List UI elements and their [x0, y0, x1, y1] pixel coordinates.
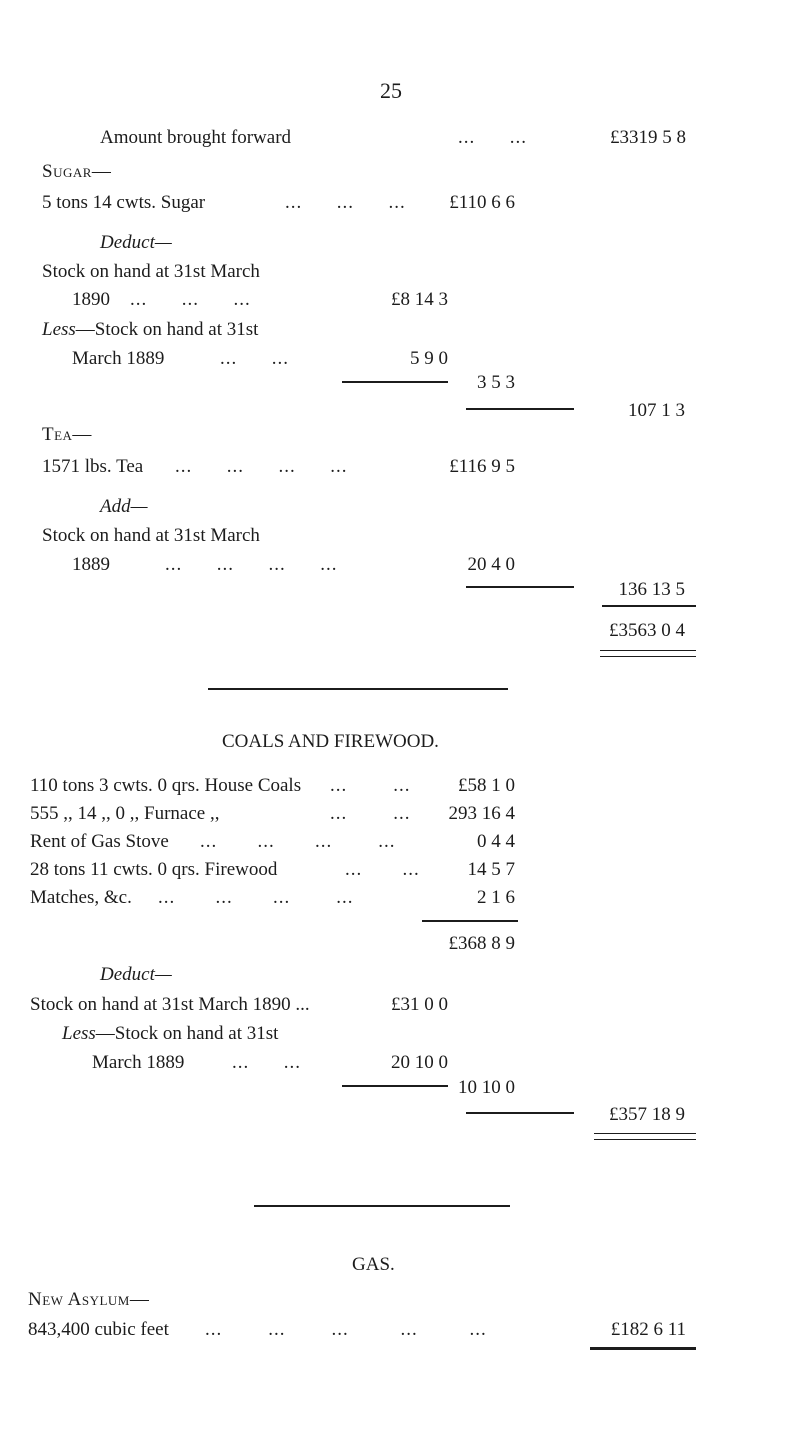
coals-row-amount: 14 5 7 [467, 859, 515, 880]
coals-row-amount: 2 1 6 [477, 887, 515, 908]
sugar-total: 107 1 3 [628, 400, 685, 421]
coals-stock1-label: Stock on hand at 31st March 1890 ... [30, 994, 310, 1015]
gas-heading: New Asylum— [28, 1289, 150, 1310]
leader-dots: ... ... [330, 775, 411, 796]
sugar-stock2-label-b: March 1889 [72, 348, 165, 369]
coals-row-label: 110 tons 3 cwts. 0 qrs. House Coals [30, 775, 302, 796]
grand-total: £3563 0 4 [609, 620, 685, 641]
coals-stock2-label-b: March 1889 [92, 1052, 185, 1073]
coals-row-amount: 293 16 4 [448, 803, 515, 824]
brought-forward-amount: £3319 5 8 [610, 127, 686, 148]
leader-dots: ... ... ... ... ... [205, 1319, 487, 1340]
sugar-diff-amount: 3 5 3 [477, 372, 515, 393]
section-divider [254, 1205, 510, 1207]
coals-row-amount: £58 1 0 [458, 775, 515, 796]
section-divider [208, 688, 508, 690]
coals-row-label: 28 tons 11 cwts. 0 qrs. Firewood [30, 859, 278, 880]
leader-dots: ... ... [330, 803, 411, 824]
total-rule [422, 920, 518, 922]
page-number: 25 [380, 78, 402, 103]
tea-stock-label-a: Stock on hand at 31st March [42, 525, 260, 546]
sugar-stock2-amount: 5 9 0 [410, 348, 448, 369]
tea-add-label: Add— [100, 496, 148, 517]
coals-subtotal: £368 8 9 [448, 933, 515, 954]
tea-total: 136 13 5 [618, 579, 685, 600]
double-rule [594, 1133, 696, 1140]
less-word: Less [42, 319, 76, 340]
leader-dots: ... ... [345, 859, 420, 880]
leader-dots: ... ... ... [130, 289, 251, 310]
subtotal-rule [342, 381, 448, 383]
tea-stock-label-b: 1889 [72, 554, 110, 575]
coals-row-label: Rent of Gas Stove [30, 831, 169, 852]
coals-stock1-amount: £31 0 0 [391, 994, 448, 1015]
tea-stock-amount: 20 4 0 [467, 554, 515, 575]
subtotal-rule [466, 586, 574, 588]
coals-row-amount: 0 4 4 [477, 831, 515, 852]
tea-item-label: 1571 lbs. Tea [42, 456, 144, 477]
subtotal-rule [342, 1085, 448, 1087]
sugar-stock2-label-a [42, 320, 258, 339]
coals-stock2-label-a [62, 1024, 278, 1043]
gas-item-amount: £182 6 11 [610, 1319, 686, 1340]
coals-diff-amount: 10 10 0 [458, 1077, 515, 1098]
coals-title: COALS AND FIREWOOD. [222, 731, 439, 752]
coals-row-label: Matches, &c. [30, 887, 132, 908]
coals-deduct-label: Deduct— [100, 964, 172, 985]
coals-total: £357 18 9 [609, 1104, 685, 1125]
leader-dots: ... ... ... ... [175, 456, 348, 477]
leader-dots: ... ... ... ... [200, 831, 396, 852]
gas-title: GAS. [352, 1254, 395, 1275]
less-word: Less [62, 1023, 96, 1044]
subtotal-rule [466, 408, 574, 410]
tea-item-amount: £116 9 5 [449, 456, 515, 477]
leader-dots: ... ... [220, 348, 289, 369]
tea-heading: Tea— [42, 424, 92, 445]
sugar-item-amount: £110 6 6 [449, 192, 515, 213]
coals-stock2-amount: 20 10 0 [391, 1052, 448, 1073]
leader-dots: ... ... ... ... [165, 554, 338, 575]
sugar-stock1-label-b: 1890 [72, 289, 110, 310]
brought-forward-label: Amount brought forward [100, 127, 292, 148]
subtotal-rule [466, 1112, 574, 1114]
sugar-deduct-label: Deduct— [100, 232, 172, 253]
leader-dots: ... ... [458, 127, 527, 148]
double-rule [600, 650, 696, 657]
gas-item-label: 843,400 cubic feet [28, 1319, 169, 1340]
coals-stock2-text: —Stock on hand at 31st [95, 1023, 279, 1044]
sugar-stock1-amount: £8 14 3 [391, 289, 448, 310]
leader-dots: ... ... [232, 1052, 301, 1073]
total-rule [602, 605, 696, 607]
leader-dots: ... ... ... [285, 192, 406, 213]
leader-dots: ... ... ... ... [158, 887, 354, 908]
sugar-stock1-label-a: Stock on hand at 31st March [42, 261, 260, 282]
sugar-item-label: 5 tons 14 cwts. Sugar [42, 192, 206, 213]
total-rule [590, 1347, 696, 1350]
coals-row-label: 555 ,, 14 ,, 0 ,, Furnace ,, [30, 803, 220, 824]
sugar-stock2-text: —Stock on hand at 31st [75, 319, 259, 340]
sugar-heading: Sugar— [42, 161, 112, 182]
